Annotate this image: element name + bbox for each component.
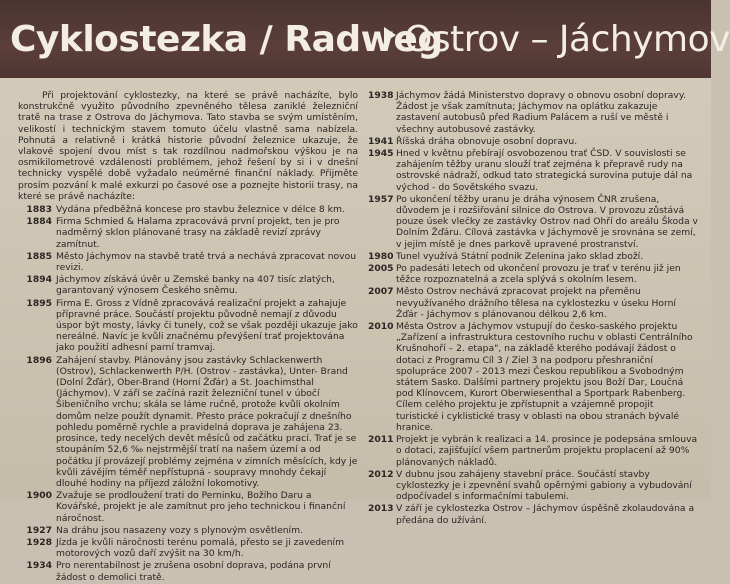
entry-text: V září je cyklostezka Ostrov – Jáchymov úspěšně zkolaudována a předána do užívání. — [396, 503, 695, 526]
entry-year: 1896 — [26, 354, 52, 366]
entry-text: Města Ostrov a Jáchymov vstupují do česko-saského projektu „Zařízení a infrastruktura cestovního ruchu v oblasti Centrálního Krušnohoří – 2. etapa", na základě kterého podávají žádost o dotaci z Programu Cíl 3 / Ziel 3 na podporu přeshraniční spolupráce 2007 - 2013 mezi Českou republikou a Svobodným státem Sasko. Dalšími partnery projektu jsou Boží Dar, Loučná pod Klínovcem, Kurort Oberwiesenthal a Sportpark Rabenberg. Cílem celého projektu je zpřístupnit a vzájemně propojit turistické i cyklistické trasy v oblasti na obou stranách bývalé hranice. — [396, 321, 693, 433]
entry-text: V dubnu jsou zahájeny stavební práce. Součástí stavby cyklostezky je i zpevnění svahů opěrnými gabiony a vybudování odpočívadel s informačními tabulemi. — [396, 468, 692, 503]
entry-text: Zvažuje se prodloužení trati do Perninku, Božího Daru a Kovářské, projekt je ale zamítnut pro jeho technickou i finanční náročnost. — [56, 490, 346, 524]
timeline-entry — [368, 148, 698, 193]
timeline-entry — [18, 251, 358, 273]
entry-year: 1895 — [26, 297, 52, 309]
entry-text: Jáchymov získává úvěr u Zemské banky na 407 tisíc zlatých, garantovaný výnosem Českého sněmu. — [56, 274, 335, 297]
entry-year: 1945 — [368, 148, 394, 160]
entry-year: 1885 — [26, 250, 52, 262]
entry-year: 1927 — [26, 524, 52, 536]
entry-year: 1900 — [26, 490, 52, 502]
timeline-entry — [368, 434, 698, 468]
entry-year: 2005 — [368, 263, 394, 275]
title-route: Ostrov – Jáchymov — [404, 19, 730, 60]
entry-text: Firma Schmied & Halama zpracovává první projekt, ten je pro nadměrný sklon plánované trasy na základě revizí zprávy zamítnut. — [56, 216, 340, 250]
entry-text: Pro nerentabilnost je zrušena osobní doprava, podána první žádost o demolici tratě. — [56, 560, 331, 583]
entry-year: 1934 — [26, 560, 52, 572]
entry-year: 2011 — [368, 434, 394, 446]
timeline-entry — [368, 321, 698, 433]
timeline-entry — [368, 136, 698, 147]
entry-year: 1894 — [26, 274, 52, 286]
entry-text: Město Jáchymov na stavbě tratě trvá a nechává zpracovat novou revizi. — [56, 250, 357, 274]
entry-year: 2007 — [368, 286, 394, 298]
arrow-right-icon — [384, 27, 396, 43]
entry-text: Projekt je vybrán k realizaci a 14. prosince je podepsána smlouva o dotaci, zajišťující všem partnerům projektu proplacení až 90% plánovaných nákladů. — [396, 434, 698, 468]
entry-year: 2012 — [368, 468, 394, 480]
entry-text: Firma E. Gross z Vídně zpracovává realizační projekt a zahajuje přípravné práce. Součástí projektu původně nemají z důvodu úspor být mosty, lávky či tunely, což se však později ukazuje jako nereálné. Navíc je kvůli značnému převýšení trať projektována jako použití adhesní parní tramvaj. — [56, 297, 358, 354]
timeline-entry — [368, 503, 698, 525]
entry-text: Jízda je kvůli náročnosti terénu pomalá, přesto se ji zavedením motorových vozů daří zvýšit na 30 km/h. — [56, 536, 345, 560]
timeline-right — [368, 90, 698, 526]
timeline-entry — [18, 355, 358, 489]
timeline-entry — [368, 286, 698, 320]
entry-text: Hned v květnu přebírají osvobozenou trať ČSD. V souvislosti se zahájením těžby uranu slouží trať zejména k přepravě rudy na ostrovské nádraží, odkud tato strategická surovina putuje dál na východ - do Sovětského svazu. — [396, 148, 693, 193]
entry-year: 1941 — [368, 135, 394, 147]
timeline-entry — [18, 525, 358, 536]
entry-year: 2013 — [368, 503, 394, 515]
timeline-entry — [368, 263, 698, 285]
timeline-entry — [368, 469, 698, 503]
entry-year: 1957 — [368, 193, 394, 205]
entry-text: Zahájení stavby. Plánovány jsou zastávky Schlackenwerth (Ostrov), Schlackenwerth P/H. (Ostrov - zastávka), Unter- Brand (Dolní Žďár), Ober-Brand (Horní Žďár) a St. Joachimsthal (Jáchymov). V září se začíná razit železniční tunel v úbočí Šibeničního vrchu; skála se láme ručně, protože kvůli okolním domům nelze použít dynamit. Přesto práce pokračují z dnešního pohledu poměrně rychle a pravidelná doprava je zahájena 23. prosince, tedy necelých devět měsíců od začátku prací. Trať je se stoupáním 52,6 ‰ nejstrmější tratí na našem území a od počátku jí provázejí problémy zejména v zimních měsících, kdy je kvůli závějím téměř nepřístupná - soupravy mnohdy čekají dlouhé hodiny na příjezd záložní lokomotivy. — [56, 354, 358, 489]
entry-text: Říšská dráha obnovuje osobní dopravu. — [396, 135, 578, 147]
entry-text: Na dráhu jsou nasazeny vozy s plynovým osvětlením. — [56, 524, 303, 536]
entry-year: 1980 — [368, 250, 394, 262]
entry-text: Jáchymov žádá Ministerstvo dopravy o obnovu osobní dopravy. Žádost je však zamítnuta; Jáchymov na oplátku zakazuje zastavení autobusů před Radium Palácem a ruší ve městě i všechny autobusové zastávky. — [396, 90, 686, 135]
timeline-entry — [368, 194, 698, 250]
timeline-entry — [18, 298, 358, 354]
entry-text: Po ukončení těžby uranu je dráha výnosem ČNR zrušena, důvodem je i rozšiřování silnice do Ostrova. V provozu zůstává pouze úsek vlečky ze zastávky Ostrov nad Ohří do areálu Škoda v Dolním Žďáru. Cílová zastávka v Jáchymově je srovnána se zemí, v jejím místě je dnes parkově upravené prostranství. — [396, 193, 698, 250]
timeline-entry — [18, 490, 358, 524]
title-radweg: Cyklostezka / Radweg — [10, 19, 443, 60]
entry-year: 1938 — [368, 90, 394, 101]
entry-text: Vydána předběžná koncese pro stavbu železnice v délce 8 km. — [56, 204, 345, 216]
entry-year: 2010 — [368, 321, 394, 333]
timeline-entry — [18, 204, 358, 215]
entry-text: Po padesáti letech od ukončení provozu je trať v terénu již jen těžce rozpoznatelná a zcela splývá s okolním lesem. — [396, 263, 681, 286]
entry-text: Město Ostrov nechává zpracovat projekt na přeměnu nevyužívaného drážního tělesa na cyklostezku v úseku Horní Žďár - Jáchymov s plánovanou délkou 2,6 km. — [396, 286, 676, 320]
timeline-entry — [18, 560, 358, 582]
timeline-entry — [18, 274, 358, 296]
right-column — [368, 90, 698, 527]
timeline-entry — [368, 90, 698, 135]
timeline-left — [18, 204, 358, 583]
entry-text: Tunel využívá Státní podnik Zelenina jako sklad zboží. — [396, 250, 644, 262]
timeline-entry — [18, 537, 358, 559]
timeline-entry — [18, 216, 358, 250]
board-header — [0, 0, 730, 78]
left-column — [18, 90, 358, 584]
entry-year: 1884 — [26, 216, 52, 228]
entry-year: 1883 — [26, 204, 52, 216]
intro-paragraph: Při projektování cyklostezky, na které se právě nacházíte, bylo konstrukčně využito původního zpevněného tělesa zaniklé železniční tratě na trase z Ostrova do Jáchymova. Tato stavba se svým umístěním, velikostí i technickým stavem tomuto účelu vlastně sama nabízela. Pohnutá a relativně i krátká historie původní železnice ukazuje, že vlakové spojení dvou míst s tak rozdílnou nadmořskou výškou je na osmikilometrové vzdálenosti problémem, jehož řešení by si i v dnešní technicky vyspělé době vyžadalo neúměrné finanční náklady. Přijměte prosím pozvání k malé exkurzi po časové ose a poznejte historii trasy, na které se právě nacházíte: — [18, 90, 358, 202]
entry-year: 1928 — [26, 536, 52, 548]
timeline-entry — [368, 251, 698, 262]
